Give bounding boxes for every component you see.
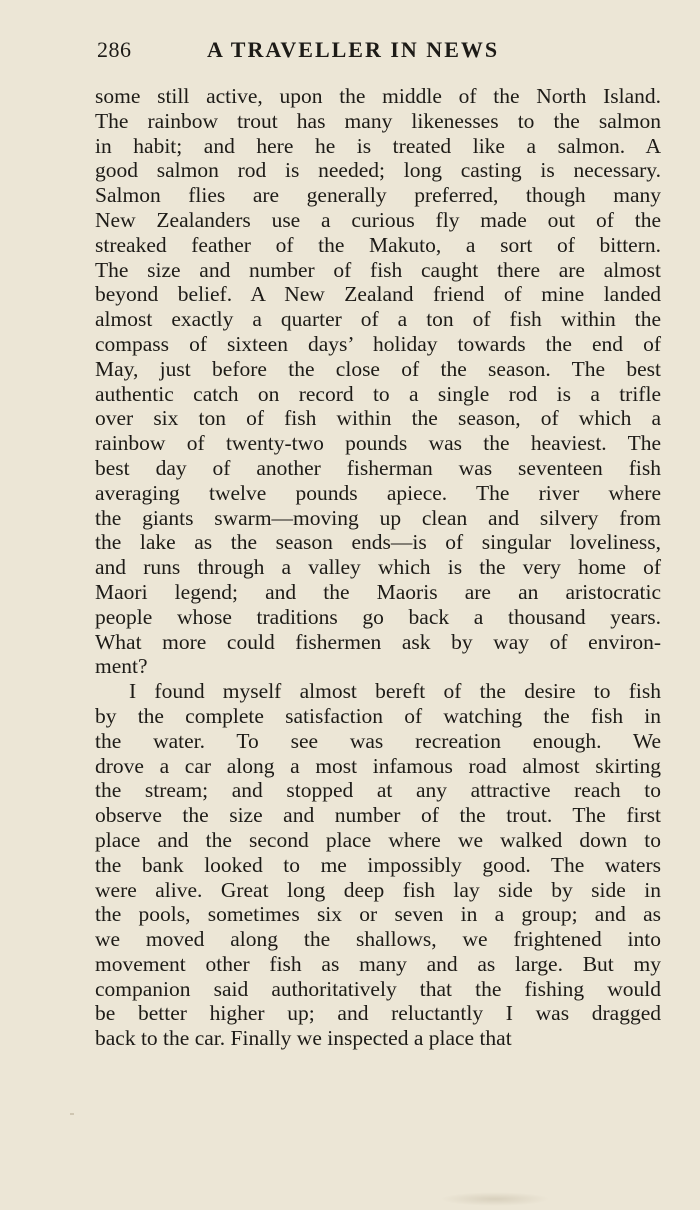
- text-line: I found myself almost bereft of the desire to fish: [129, 679, 661, 704]
- text-line: May, just before the close of the season. The best: [95, 356, 661, 381]
- text-line: beyond belief. A New Zealand friend of mine landed: [95, 282, 661, 307]
- text-line: companion said authoritatively that the fishing would: [95, 976, 661, 1001]
- text-line: the lake as the season ends—is of singular loveliness,: [95, 530, 661, 555]
- text-line: streaked feather of the Makuto, a sort of bittern.: [95, 232, 661, 257]
- text-line: averaging twelve pounds apiece. The river where: [95, 480, 661, 505]
- text-line: Maori legend; and the Maoris are an aristocratic: [95, 579, 661, 604]
- text-line: some still active, upon the middle of the North Island.: [95, 84, 661, 108]
- running-title: A TRAVELLER IN NEWS: [207, 37, 500, 62]
- text-line: in habit; and here he is treated like a salmon. A: [95, 133, 661, 158]
- paper-blemish: [440, 1192, 550, 1206]
- text-line: be better higher up; and reluctantly I was dragged: [95, 1001, 661, 1026]
- text-line: people whose traditions go back a thousand years.: [95, 604, 661, 629]
- text-line: The size and number of fish caught there are almost: [95, 257, 661, 282]
- paper-speck: [70, 1113, 74, 1115]
- text-line: back to the car. Finally we inspected a place that: [95, 1026, 512, 1051]
- text-line: the giants swarm—moving up clean and silvery from: [95, 505, 661, 530]
- text-line: What more could fishermen ask by way of environ-: [95, 629, 661, 654]
- text-line: the stream; and stopped at any attractive reach to: [95, 778, 661, 803]
- text-line: by the complete satisfaction of watching the fish in: [95, 703, 661, 728]
- body-text: [95, 84, 661, 1051]
- text-line: authentic catch on record to a single rod is a trifle: [95, 381, 661, 406]
- text-line: the pools, sometimes six or seven in a group; and as: [95, 902, 661, 927]
- text-line: we moved along the shallows, we frightened into: [95, 927, 661, 952]
- text-line: movement other fish as many and as large. But my: [95, 951, 661, 976]
- text-line: the water. To see was recreation enough. We: [95, 728, 661, 753]
- page-header: [97, 37, 660, 67]
- text-line: were alive. Great long deep fish lay side by side in: [95, 877, 661, 902]
- text-line: the bank looked to me impossibly good. The waters: [95, 852, 661, 877]
- paragraph: [95, 84, 661, 679]
- text-line: and runs through a valley which is the very home of: [95, 555, 661, 580]
- text-line: good salmon rod is needed; long casting is necessary.: [95, 158, 661, 183]
- page-number: 286: [97, 37, 132, 62]
- text-line: almost exactly a quarter of a ton of fish within the: [95, 307, 661, 332]
- text-line: New Zealanders use a curious fly made out of the: [95, 207, 661, 232]
- text-line: best day of another fisherman was seventeen fish: [95, 455, 661, 480]
- paragraph: [95, 679, 661, 1051]
- text-line: rainbow of twenty-two pounds was the heaviest. The: [95, 431, 661, 456]
- text-line: over six ton of fish within the season, of which a: [95, 406, 661, 431]
- text-line: The rainbow trout has many likenesses to the salmon: [95, 108, 661, 133]
- text-line: drove a car along a most infamous road almost skirting: [95, 753, 661, 778]
- text-line: Salmon flies are generally preferred, though many: [95, 183, 661, 208]
- text-line: ment?: [95, 654, 148, 679]
- text-line: compass of sixteen days’ holiday towards the end of: [95, 331, 661, 356]
- text-line: place and the second place where we walked down to: [95, 827, 661, 852]
- text-line: observe the size and number of the trout. The first: [95, 803, 661, 828]
